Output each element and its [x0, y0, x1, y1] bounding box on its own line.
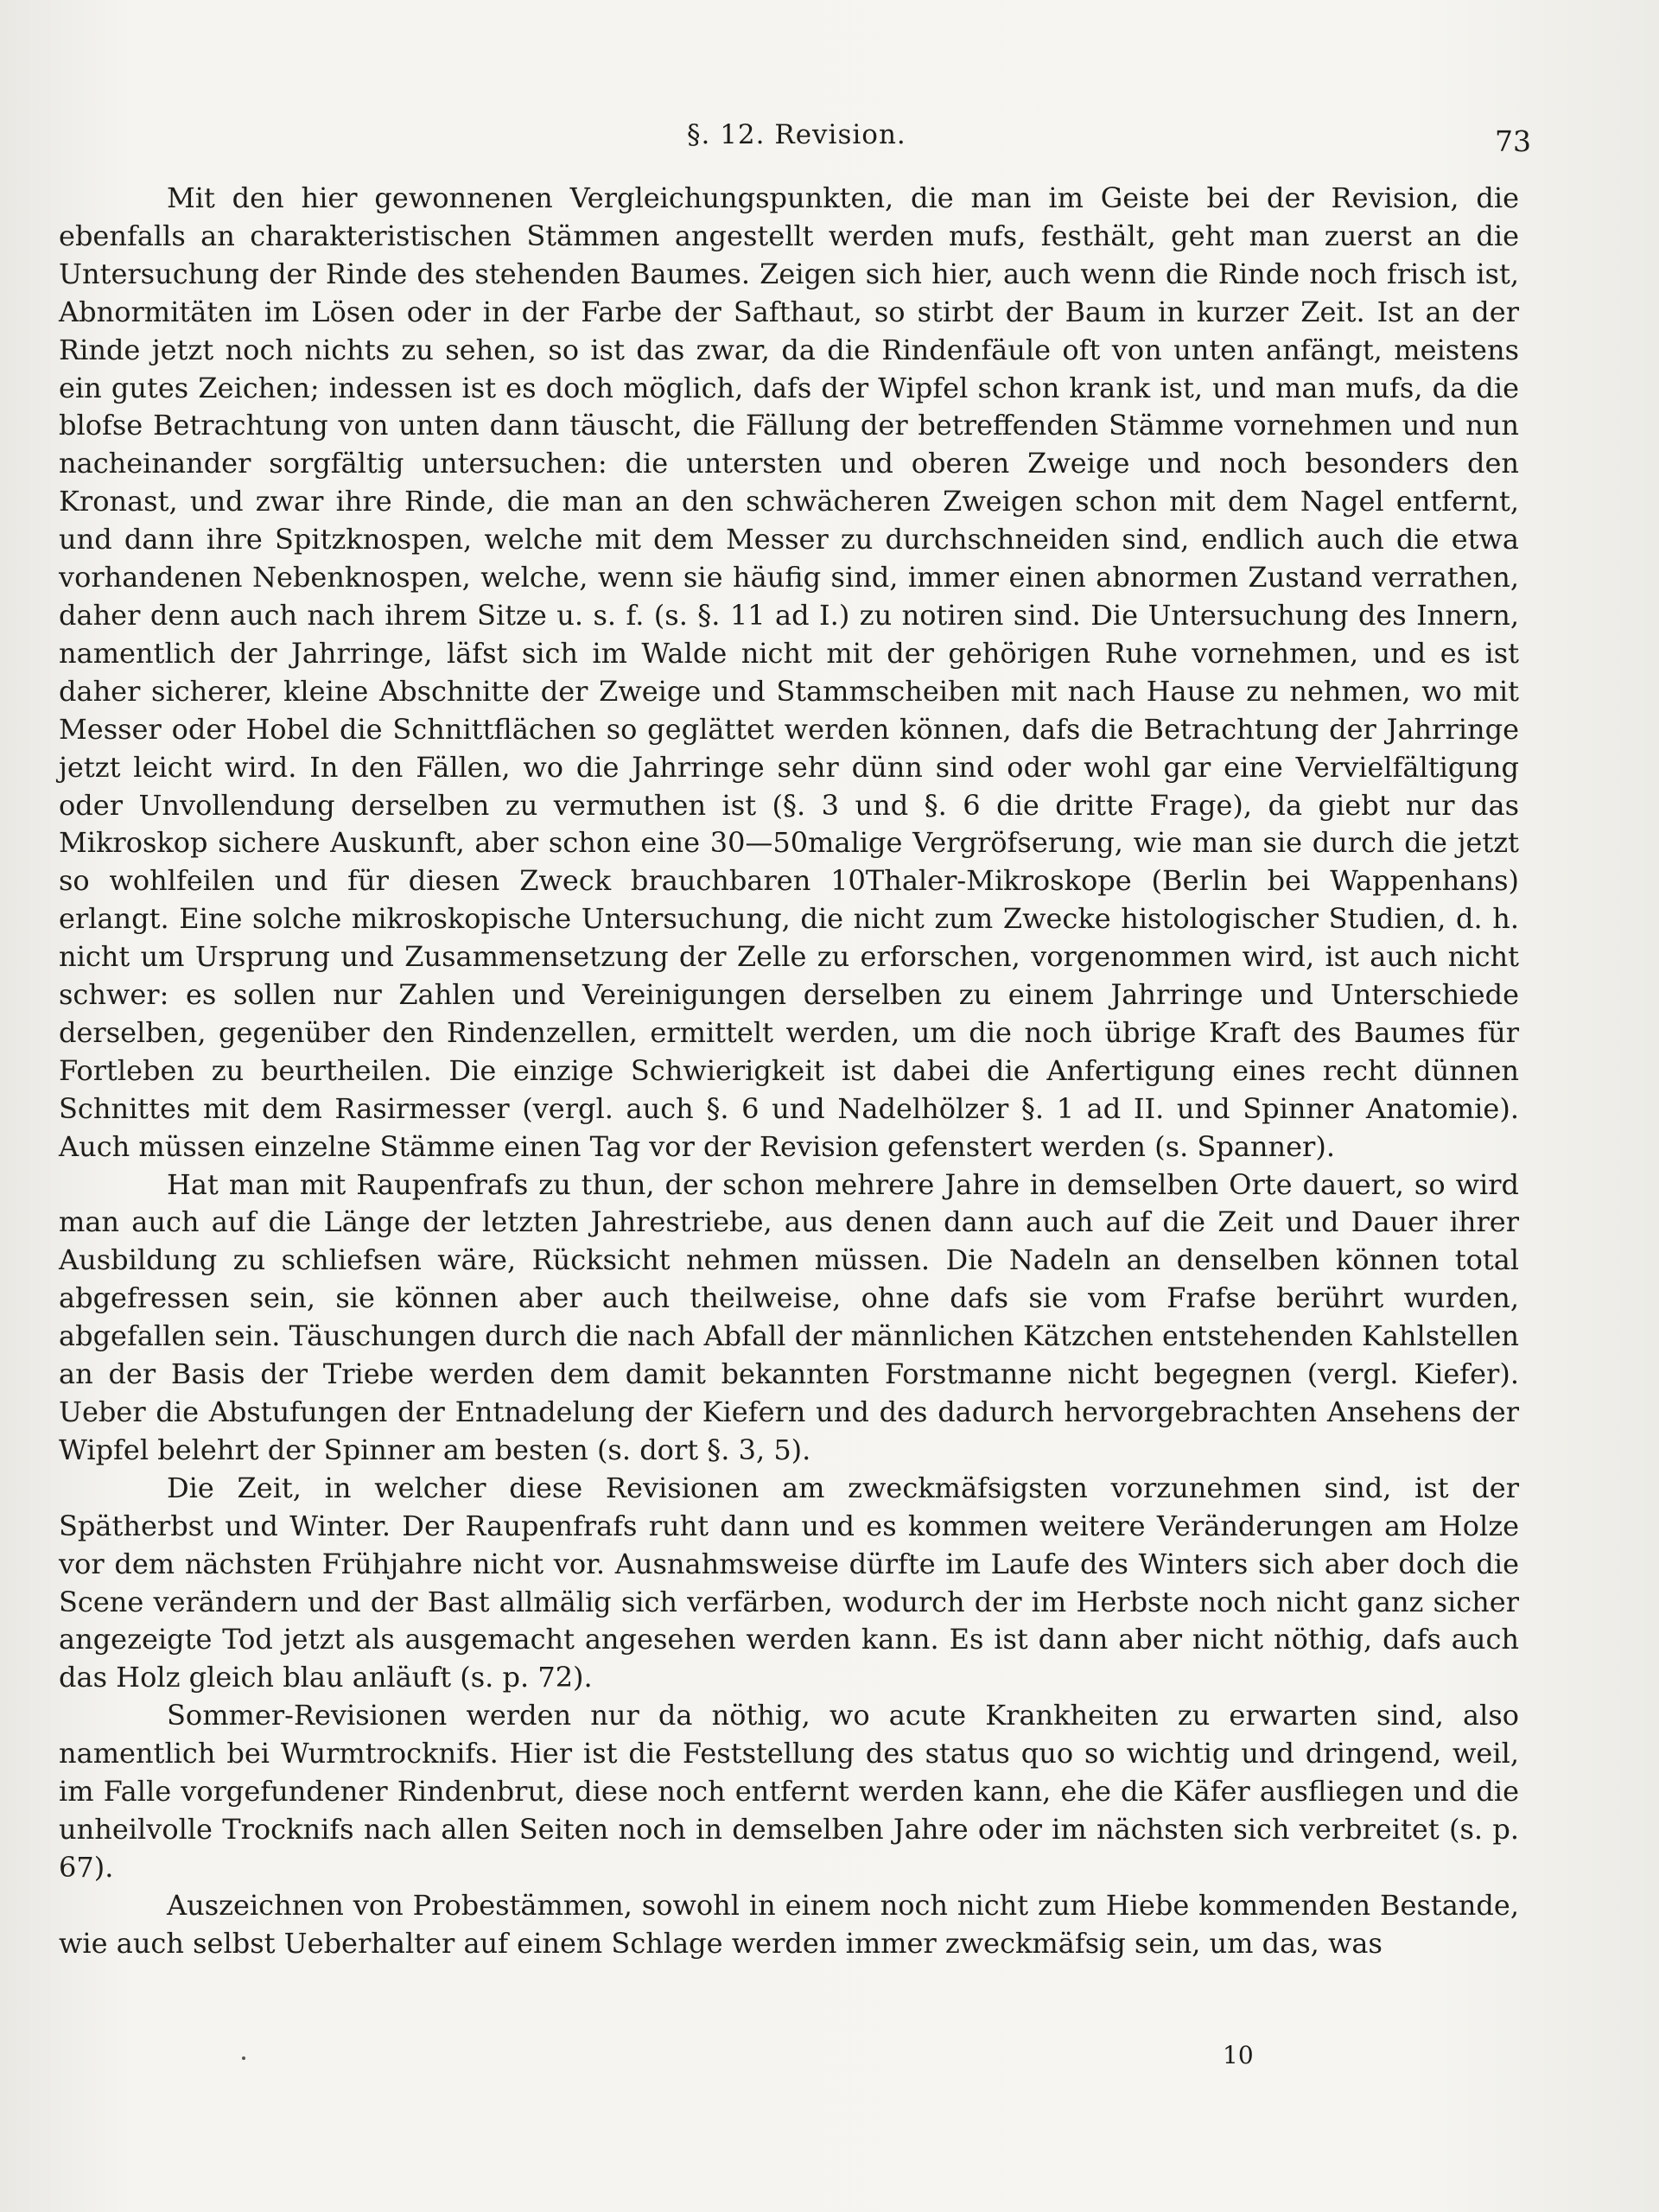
- body-text: [59, 180, 1519, 1963]
- paragraph: Sommer-Revisionen werden nur da nöthig, wo acute Krankheiten zu erwarten sind, also namentlich bei Wurmtrocknifs. Hier ist die Feststellung des status quo so wichtig und dringend, weil, im Falle vorgefundener Rindenbrut, diese noch entfernt werden kann, ehe die Käfer ausfliegen und die unheilvolle Trocknifs nach allen Seiten noch in demselben Jahre oder im nächsten sich verbreitet (s. p. 67).: [59, 1699, 1519, 1884]
- section-title: §. 12. Revision.: [687, 119, 906, 150]
- page-number: 73: [1495, 124, 1531, 158]
- paragraph: Die Zeit, in welcher diese Revisionen am zweckmäfsigsten vorzunehmen sind, ist der Spätherbst und Winter. Der Raupenfrafs ruht dann und es kommen weitere Veränderungen am Holze vor dem nächsten Frühjahre nicht vor. Ausnahmsweise dürfte im Laufe des Winters sich aber doch die Scene verändern und der Bast allmälig sich verfärben, wodurch der im Herbste noch nicht ganz sicher angezeigte Tod jetzt als ausgemacht angesehen werden kann. Es ist dann aber nicht nöthig, dafs auch das Holz gleich blau anläuft (s. p. 72).: [59, 1471, 1519, 1694]
- signature-mark: 10: [1223, 2041, 1254, 2069]
- running-head: [0, 119, 1659, 162]
- print-speck: [242, 2056, 245, 2060]
- paragraph: Auszeichnen von Probestämmen, sowohl in einem noch nicht zum Hiebe kommenden Bestande, wie auch selbst Ueberhalter auf einem Schlage werden immer zweckmäfsig sein, um das, was: [59, 1888, 1519, 1960]
- paragraph: Mit den hier gewonnenen Vergleichungspunkten, die man im Geiste bei der Revision, die ebenfalls an charakteristischen Stämmen angestellt werden mufs, festhält, geht man zuerst an die Untersuchung der Rinde des stehenden Baumes. Zeigen sich hier, auch wenn die Rinde noch frisch ist, Abnormitäten im Lösen oder in der Farbe der Safthaut, so stirbt der Baum in kurzer Zeit. Ist an der Rinde jetzt noch nichts zu sehen, so ist das zwar, da die Rindenfäule oft von unten anfängt, meistens ein gutes Zeichen; indessen ist es doch möglich, dafs der Wipfel schon krank ist, und man mufs, da die blofse Betrachtung von unten dann täuscht, die Fällung der betreffenden Stämme vornehmen und nun nacheinander sorgfältig untersuchen: die untersten und oberen Zweige und noch besonders den Kronast, und zwar ihre Rinde, die man an den schwächeren Zweigen schon mit dem Nagel entfernt, und dann ihre Spitzknospen, welche mit dem Messer zu durchschneiden sind, endlich auch die etwa vorhandenen Nebenknospen, welche, wenn sie häufig sind, immer einen abnormen Zustand verrathen, daher denn auch nach ihrem Sitze u. s. f. (s. §. 11 ad I.) zu notiren sind. Die Untersuchung des Innern, namentlich der Jahrringe, läfst sich im Walde nicht mit der gehörigen Ruhe vornehmen, und es ist daher sicherer, kleine Abschnitte der Zweige und Stammscheiben mit nach Hause zu nehmen, wo mit Messer oder Hobel die Schnittflächen so geglättet werden können, dafs die Betrachtung der Jahrringe jetzt leicht wird. In den Fällen, wo die Jahrringe sehr dünn sind oder wohl gar eine Vervielfältigung oder Unvollendung derselben zu vermuthen ist (§. 3 und §. 6 die dritte Frage), da giebt nur das Mikroskop sichere Auskunft, aber schon eine 30—50malige Vergröfserung, wie man sie durch die jetzt so wohlfeilen und für diesen Zweck brauchbaren 10Thaler-Mikroskope (Berlin bei Wappenhans) erlangt. Eine solche mikroskopische Untersuchung, die nicht zum Zwecke histologischer Studien, d. h. nicht um Ursprung und Zusammensetzung der Zelle zu erforschen, vorgenommen wird, ist auch nicht schwer: es sollen nur Zahlen und Vereinigungen derselben zu einem Jahrringe und Unterschiede derselben, gegenüber den Rindenzellen, ermittelt werden, um die noch übrige Kraft des Baumes für Fortleben zu beurtheilen. Die einzige Schwierigkeit ist dabei die Anfertigung eines recht dünnen Schnittes mit dem Rasirmesser (vergl. auch §. 6 und Nadelhölzer §. 1 ad II. und Spinner Anatomie). Auch müssen einzelne Stämme einen Tag vor der Revision gefenstert werden (s. Spanner).: [59, 181, 1519, 1163]
- paragraph: Hat man mit Raupenfrafs zu thun, der schon mehrere Jahre in demselben Orte dauert, so wird man auch auf die Länge der letzten Jahrestriebe, aus denen dann auch auf die Zeit und Dauer ihrer Ausbildung zu schliefsen wäre, Rücksicht nehmen müssen. Die Nadeln an denselben können total abgefressen sein, sie können aber auch theilweise, ohne dafs sie vom Frafse berührt wurden, abgefallen sein. Täuschungen durch die nach Abfall der männlichen Kätzchen entstehenden Kahlstellen an der Basis der Triebe werden dem damit bekannten Forstmanne nicht begegnen (vergl. Kiefer). Ueber die Abstufungen der Entnadelung der Kiefern und des dadurch hervorgebrachten Ansehens der Wipfel belehrt der Spinner am besten (s. dort §. 3, 5).: [59, 1167, 1519, 1466]
